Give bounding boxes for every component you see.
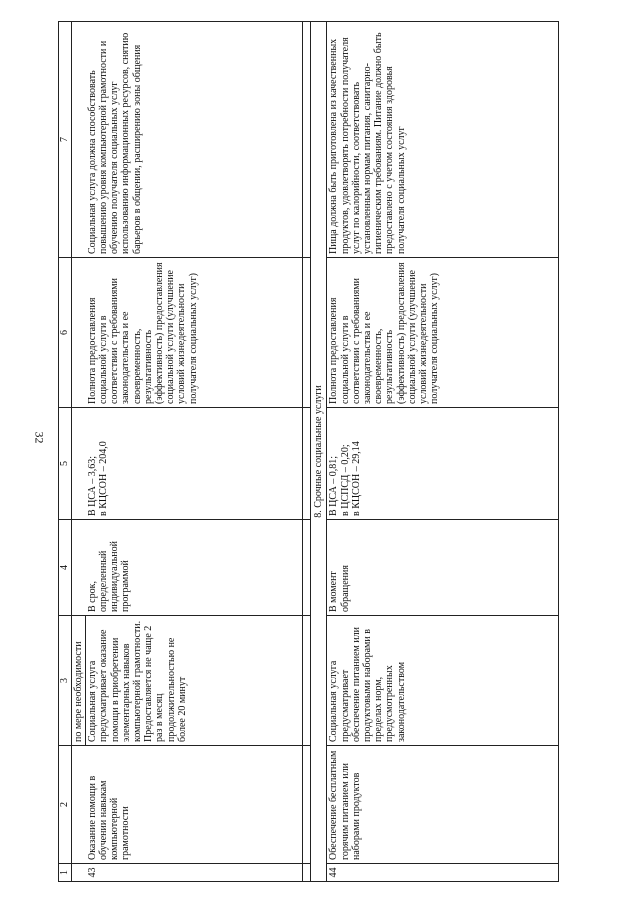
conditions-cell: Социальная услуга должна способствовать повышению уровня компьютерной грамотности и обучению получателя социальных услуг использованию информационных ресурсов, снятию барьеров в общении, расширению зоны общения	[86, 22, 303, 258]
tariff-cell	[86, 408, 303, 520]
tariff-line: в ЦСПСД – 0,20;	[339, 444, 351, 516]
section-title: 8. Срочные социальные услуги	[311, 22, 327, 882]
table-row	[86, 22, 303, 882]
section-header-row	[311, 22, 327, 882]
lead-row	[72, 22, 86, 882]
description-cell: Социальная услуга предусматривает обеспечение питанием или продуктовыми наборами в пределах норм, предусмотренных законодательством	[327, 616, 559, 746]
table-row	[327, 22, 559, 882]
tariff-cell	[327, 408, 559, 520]
criteria-cell: Полнота предоставления социальной услуги в соответствии с требованиями законодательства и ее своевременность, результативность (эффективность) предоставления социальной услуги (улучшение условий жизнедеятельности получателя социальных услуг)	[327, 258, 559, 408]
col-header: 6	[59, 258, 72, 408]
term-cell: В срок, определенный индивидуальной программой	[86, 520, 303, 616]
service-name-cell: Оказание помощи в обучении навыкам компьютерной грамотности	[86, 746, 303, 864]
term-cell: В момент обращения	[327, 520, 559, 616]
service-name-cell: Обеспечение бесплатным горячим питанием или наборами продуктов	[327, 746, 559, 864]
criteria-cell: Полнота предоставления социальной услуги в соответствии с требованиями законодательства и ее своевременность, результативность (эффективность) предоставления социальной услуги (улучшение условий жизнедеятельности получателя социальных услуг)	[86, 258, 303, 408]
col-header: 4	[59, 520, 72, 616]
col-header: 3	[59, 616, 72, 746]
row-number: 43	[86, 864, 303, 882]
spacer-row	[303, 22, 311, 882]
rotated-page	[58, 22, 628, 882]
page-number: 32	[32, 431, 47, 444]
tariff-line: в КЦСОН – 29,14	[350, 441, 362, 516]
col-header: 7	[59, 22, 72, 258]
col-header: 1	[59, 864, 72, 882]
col-header: 5	[59, 408, 72, 520]
description-cell: Социальная услуга предусматривает оказание помощи в приобретении элементарных навыков компьютерной грамотности. Предоставляется не чаще 2 раз в месяц продолжительностью не более 20 минут	[86, 616, 303, 746]
services-table	[58, 21, 559, 882]
column-number-row	[59, 22, 72, 882]
tariff-line: В ЦСА – 0,81;	[328, 455, 340, 516]
desc-lead-cell: по мере необходимости	[72, 616, 86, 746]
col-header: 2	[59, 746, 72, 864]
conditions-cell: Пища должна быть приготовлена из качественных продуктов, удовлетворять потребности получателя услуг по калорийности, соответствовать установленным нормам питания, санитарно-гигиеническим требованиям. Питание должно быть предоставлено с учетом состояния здоровья получателя социальных услуг	[327, 22, 559, 258]
tariff-line: В ЦСА – 3,63;	[86, 455, 98, 516]
tariff-line: в КЦСОН – 204,0	[97, 441, 109, 516]
row-number: 44	[327, 864, 559, 882]
